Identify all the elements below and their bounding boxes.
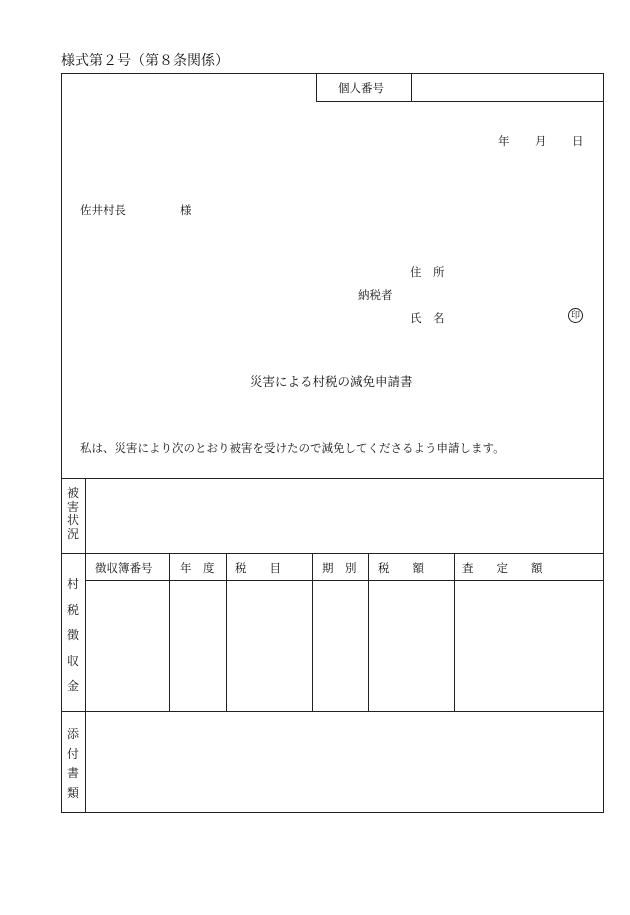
addressee-name: 佐井村長 [80, 203, 126, 217]
column-header-tax-amount: 税 額 [378, 561, 424, 575]
address-label: 住 所 [410, 265, 445, 279]
addressee-honorific: 様 [180, 203, 192, 217]
divider [169, 553, 170, 711]
column-header-fiscal-year: 年 度 [180, 561, 215, 575]
name-label: 氏 名 [410, 311, 445, 325]
column-header-tax-item: 税 目 [235, 561, 281, 575]
attachments-label: 添 付 書 類 [66, 727, 79, 800]
divider [61, 478, 604, 479]
damage-status-label: 被 害 状 況 [66, 486, 79, 541]
application-statement: 私は、災害により次のとおり被害を受けたので減免してくださるよう申請します。 [80, 441, 505, 455]
cell-period[interactable] [315, 584, 365, 708]
divider [85, 580, 604, 581]
cell-collection-number[interactable] [88, 584, 166, 708]
divider [61, 711, 604, 712]
taxpayer-label: 納税者 [358, 288, 393, 302]
village-tax-label: 村 税 徴 収 金 [66, 577, 79, 693]
cell-assessed-amount[interactable] [457, 584, 601, 708]
cell-tax-item[interactable] [229, 584, 309, 708]
column-header-assessed-amount: 査 定 額 [462, 561, 543, 575]
damage-status-field[interactable] [90, 484, 598, 548]
divider [454, 553, 455, 711]
divider [61, 553, 604, 554]
form-title: 様式第２号（第８条関係） [61, 53, 229, 69]
column-header-period: 期 別 [322, 561, 357, 575]
divider [316, 101, 604, 102]
personal-number-label: 個人番号 [338, 81, 384, 95]
divider [316, 73, 317, 102]
date-day-label: 日 [572, 134, 584, 148]
attachments-field[interactable] [90, 717, 598, 807]
cell-tax-amount[interactable] [371, 584, 451, 708]
divider [312, 553, 313, 711]
date-year-label: 年 [498, 134, 510, 148]
date-month-label: 月 [535, 134, 547, 148]
divider [411, 73, 412, 102]
document-title: 災害による村税の減免申請書 [250, 374, 413, 389]
divider [226, 553, 227, 711]
cell-fiscal-year[interactable] [172, 584, 223, 708]
divider [368, 553, 369, 711]
divider [85, 478, 86, 813]
personal-number-field[interactable] [420, 80, 595, 96]
column-header-collection-number: 徴収簿番号 [95, 561, 153, 575]
seal-mark: 印 [568, 308, 583, 323]
